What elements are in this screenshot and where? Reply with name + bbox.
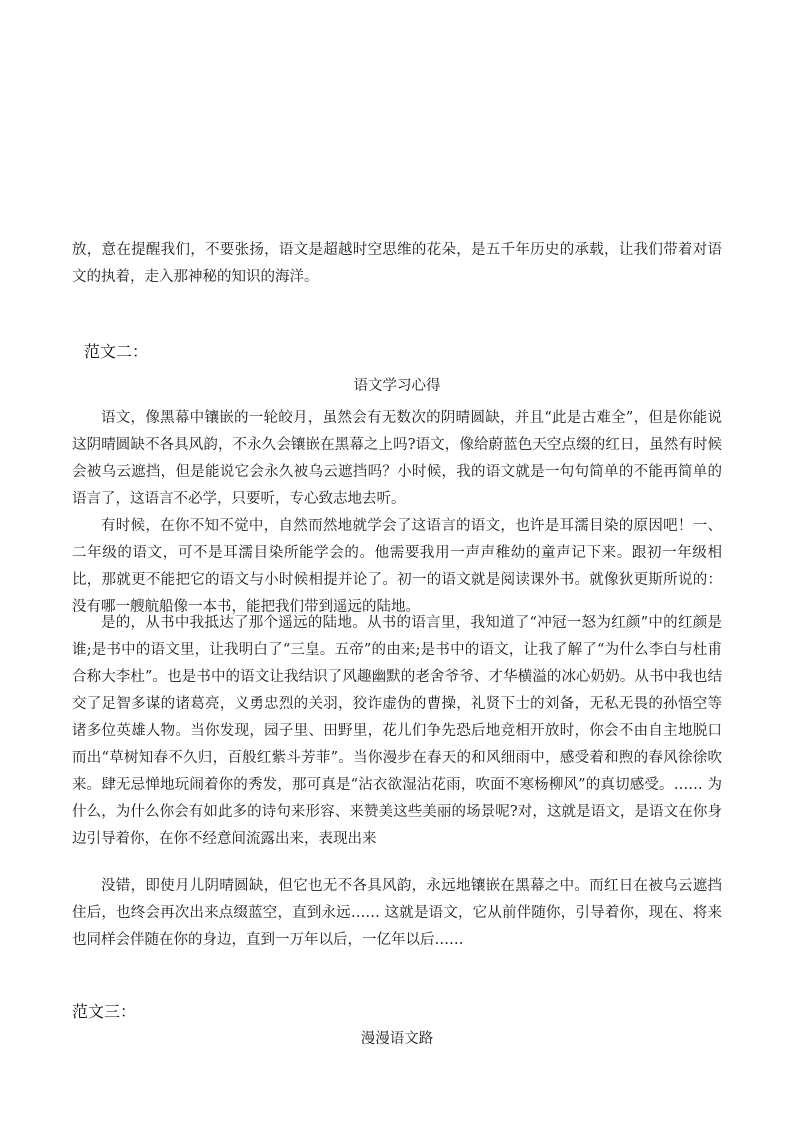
section-three-title: 漫漫语文路 [360,1031,434,1047]
section-two-paragraph-2: 有时候，在你不知不觉中，自然而然地就学会了这语言的语文，也许是耳濡目染的原因吧！一、二年级的语文，可不是耳濡目染所能学会的。他需要我用一声声稚幼的童声记下来。跟初一年级相比，那就更不能把它的语文与小时候相提并论了。初一的语文就是阅读课外书。就像狄更斯所说的：没有哪一艘航船像一本书，能把我们带到遥远的陆地。 [72,518,722,615]
section-two-label: 范文二： [84,342,149,361]
section-two-paragraph-3: 是的，从书中我抵达了那个遥远的陆地。从书的语言里，我知道了“冲冠一怒为红颜”中的红颜是谁;是书中的语文里，让我明白了“三皇。五帝”的由来;是书中的语文，让我了解了“为什么李白与杜甫合称大李杜”。也是书中的语文让我结识了风趣幽默的老舍爷爷、才华横溢的冰心奶奶。从书中我也结交了足智多谋的诸葛亮，义勇忠烈的关羽，狡诈虚伪的曹操，礼贤下士的刘备，无私无畏的孙悟空等诸多位英雄人物。当你发现，园子里、田野里，花儿们争先恐后地竞相开放时，你会不由自主地脱口而出“草树知春不久归，百般红紫斗芳菲”。当你漫步在春天的和风细雨中，感受着和煦的春风徐徐吹来。肆无忌惮地玩闹着你的秀发，那可真是“沾衣欲湿沾花雨，吹面不寒杨柳风”的真切感受。…… 为什么，为什么你会有如此多的诗句来形容、来赞美这些美丽的场景呢?对，这就是语文，是语文在你身边引导着你，在你不经意间流露出来，表现出来 [72,615,722,847]
intro-paragraph: 放，意在提醒我们，不要张扬，语文是超越时空思维的花朵，是五千年历史的承载，让我们带着对语文的执着，走入那神秘的知识的海洋。 [72,242,722,285]
section-two-paragraph-1: 语文，像黑幕中镶嵌的一轮皎月，虽然会有无数次的阴晴圆缺，并且“此是古难全”，但是你能说这阴晴圆缺不各具风韵，不永久会镶嵌在黑幕之上吗?语文，像给蔚蓝色天空点缀的红日，虽然有时候会被乌云遮挡，但是能说它会永久被乌云遮挡吗？小时候，我的语文就是一句句简单的不能再简单的语言了，这语言不必学，只要听，专心致志地去听。 [72,410,722,507]
section-two-paragraph-4: 没错，即使月儿阴晴圆缺，但它也无不各具风韵，永远地镶嵌在黑幕之中。而红日在被乌云遮挡住后，也终会再次出来点缀蓝空，直到永远…… 这就是语文，它从前伴随你，引导着你，现在、将来也同样会伴随在你的身边，直到一万年以后，一亿年以后…… [72,878,722,948]
section-two-title: 语文学习心得 [353,378,441,394]
section-three-label: 范文三： [72,1002,137,1021]
